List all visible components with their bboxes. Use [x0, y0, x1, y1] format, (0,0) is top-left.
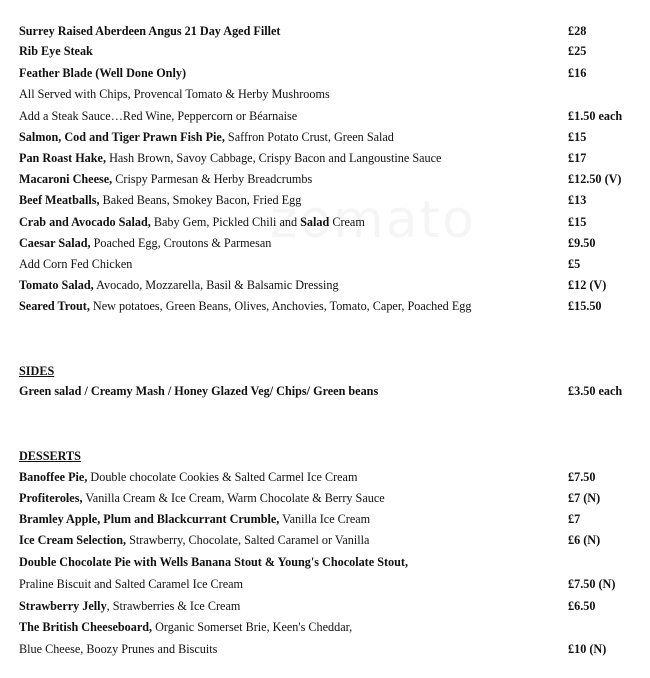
item-name: Banoffee Pie, — [19, 470, 88, 484]
desserts-heading: DESSERTS — [19, 449, 81, 463]
item-desc: Saffron Potato Crust, Green Salad — [224, 130, 394, 144]
item-price: £12.50 (V) — [568, 172, 622, 186]
sides-heading: SIDES — [19, 364, 55, 378]
item-name: Salmon, Cod and Tiger Prawn Fish Pie, — [19, 130, 225, 144]
item-name: Profiteroles, — [19, 491, 83, 505]
item-price: £7 — [568, 512, 581, 526]
item-desc: Organic Somerset Brie, Keen's Cheddar, — [152, 620, 353, 634]
item-desc: Poached Egg, Croutons & Parmesan — [90, 236, 272, 250]
menu-item — [19, 233, 650, 253]
item-name: Macaroni Cheese, — [19, 172, 113, 186]
item-name: The British Cheeseboard, — [19, 620, 153, 634]
menu-note — [19, 106, 650, 126]
item-desc: New potatoes, Green Beans, Olives, Anchovies, Tomato, Caper, Poached Egg — [89, 299, 472, 313]
menu-item — [19, 190, 650, 210]
menu-note — [19, 84, 650, 104]
item-price: £6.50 — [568, 599, 596, 613]
dessert-item — [19, 596, 650, 616]
item-desc: Add Corn Fed Chicken — [19, 257, 133, 271]
menu-item — [19, 169, 650, 189]
menu-item — [19, 275, 650, 295]
item-desc: Blue Cheese, Boozy Prunes and Biscuits — [19, 642, 218, 656]
item-price: £10 (N) — [568, 642, 607, 656]
item-name: Caesar Salad, — [19, 236, 91, 250]
item-name: Tomato Salad, — [19, 278, 94, 292]
menu-item — [19, 212, 650, 232]
item-price: £5 — [568, 257, 581, 271]
menu-item — [19, 148, 650, 168]
dessert-item — [19, 617, 650, 637]
item-desc: Cream — [329, 215, 365, 229]
item-name: Beef Meatballs, — [19, 193, 100, 207]
item-desc: Avocado, Mozzarella, Basil & Balsamic Dressing — [93, 278, 339, 292]
item-desc: All Served with Chips, Provencal Tomato & Herby Mushrooms — [19, 87, 330, 101]
menu-item — [19, 63, 650, 83]
item-price: £12 (V) — [568, 278, 607, 292]
item-price: £17 — [568, 151, 587, 165]
item-desc: Add a Steak Sauce…Red Wine, Peppercorn or Béarnaise — [19, 109, 298, 123]
dessert-item — [19, 467, 650, 487]
item-desc: Vanilla Cream & Ice Cream, Warm Chocolate & Berry Sauce — [82, 491, 385, 505]
item-price: £3.50 each — [568, 384, 623, 398]
item-price: £25 — [568, 44, 587, 58]
item-price: £15.50 — [568, 299, 602, 313]
dessert-item — [19, 509, 650, 529]
dessert-item — [19, 488, 650, 508]
dessert-item — [19, 530, 650, 550]
item-price: £7.50 (N) — [568, 577, 616, 591]
item-name: Bramley Apple, Plum and Blackcurrant Crumble, — [19, 512, 280, 526]
item-desc: Praline Biscuit and Salted Caramel Ice Cream — [19, 577, 244, 591]
item-price: £7.50 — [568, 470, 596, 484]
item-desc: Baked Beans, Smokey Bacon, Fried Egg — [99, 193, 302, 207]
menu-item — [19, 21, 650, 41]
item-desc: Strawberry, Chocolate, Salted Caramel or Vanilla — [126, 533, 370, 547]
sides-list: Green salad / Creamy Mash / Honey Glazed Veg/ Chips/ Green beans — [19, 384, 379, 398]
item-name: Crab and Avocado Salad, — [19, 215, 151, 229]
item-name: Feather Blade (Well Done Only) — [19, 66, 186, 80]
item-name: Rib Eye Steak — [19, 44, 93, 58]
sides-item — [19, 381, 650, 401]
item-price: £13 — [568, 193, 587, 207]
menu-note — [19, 254, 650, 274]
item-name: Strawberry Jelly — [19, 599, 107, 613]
item-desc-bold: Salad — [300, 215, 330, 229]
item-price: £15 — [568, 215, 587, 229]
item-price: £1.50 each — [568, 109, 623, 123]
menu-item — [19, 41, 650, 61]
item-price: £16 — [568, 66, 587, 80]
item-desc: Vanilla Ice Cream — [279, 512, 371, 526]
item-name: Surrey Raised Aberdeen Angus 21 Day Aged Fillet — [19, 24, 281, 38]
item-desc: Double chocolate Cookies & Salted Carmel Ice Cream — [87, 470, 358, 484]
item-price: £7 (N) — [568, 491, 601, 505]
menu-item — [19, 296, 650, 316]
menu-item — [19, 127, 650, 147]
item-desc: , Strawberries & Ice Cream — [106, 599, 241, 613]
item-price: £28 — [568, 24, 587, 38]
item-desc: Baby Gem, Pickled Chili and — [150, 215, 301, 229]
dessert-item-cont — [19, 574, 650, 594]
item-price: £6 (N) — [568, 533, 601, 547]
item-name: Pan Roast Hake, — [19, 151, 107, 165]
item-desc: Hash Brown, Savoy Cabbage, Crispy Bacon and Langoustine Sauce — [106, 151, 442, 165]
dessert-item — [19, 552, 650, 572]
item-name: Seared Trout, — [19, 299, 90, 313]
item-price: £15 — [568, 130, 587, 144]
item-price: £9.50 — [568, 236, 596, 250]
item-name: Ice Cream Selection, — [19, 533, 127, 547]
dessert-item-cont — [19, 639, 650, 659]
item-name: Double Chocolate Pie with Wells Banana Stout & Young's Chocolate Stout, — [19, 555, 409, 569]
item-desc: Crispy Parmesan & Herby Breadcrumbs — [112, 172, 313, 186]
